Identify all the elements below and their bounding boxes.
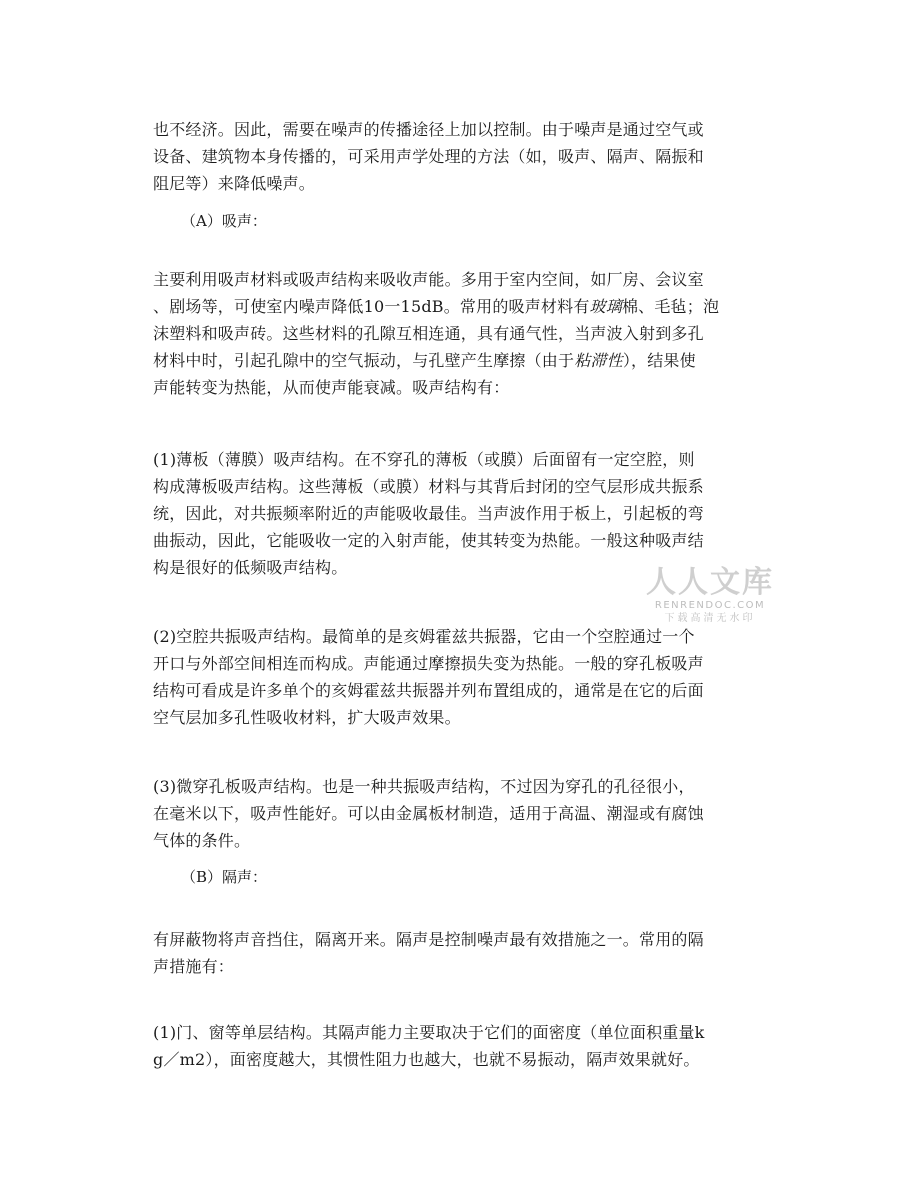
watermark-title: 人人文库: [646, 565, 774, 600]
absorption-line-2-text: 、剧场等，可使室内噪声降低10一15dB。常用的吸声材料有: [153, 297, 590, 316]
intro-line-3: 阻尼等）来降低噪声。: [153, 174, 316, 193]
thin-plate-line-1: (1)薄板（薄膜）吸声结构。在不穿孔的薄板（或膜）后面留有一定空腔，则: [153, 450, 695, 469]
absorption-line-1: 主要利用吸声材料或吸声结构来吸收声能。多用于室内空间，如厂房、会议室: [153, 270, 704, 289]
watermark-site: RENRENDOC.COM: [654, 600, 766, 611]
intro-line-2: 设备、建筑物本身传播的，可采用声学处理的方法（如，吸声、隔声、隔振和: [153, 147, 704, 166]
thin-plate-paragraph: [153, 446, 773, 581]
single-layer-line-1: (1)门、窗等单层结构。其隔声能力主要取决于它们的面密度（单位面积重量k: [153, 1023, 705, 1042]
intro-line-1: 也不经济。因此，需要在噪声的传播途径上加以控制。由于噪声是通过空气或: [153, 120, 704, 139]
absorption-line-3: 沫塑料和吸声砖。这些材料的孔隙互相连通，具有通气性，当声波入射到多孔: [153, 324, 704, 343]
thin-plate-line-2: 构成薄板吸声结构。这些薄板（或膜）材料与其背后封闭的空气层形成共振系: [153, 477, 704, 496]
cavity-line-2: 开口与外部空间相连而构成。声能通过摩擦损失变为热能。一般的穿孔板吸声: [153, 654, 704, 673]
watermark: [645, 566, 775, 625]
absorption-line-4-emphasis: 粘滞性: [574, 351, 623, 370]
heading-insulation: （B）隔声：: [181, 868, 268, 886]
single-layer-line-2: g／m2），面密度越大，其惯性阻力也越大，也就不易振动，隔声效果就好。: [153, 1050, 700, 1069]
absorption-line-2: [153, 293, 773, 320]
micro-perforated-line-2: 在毫米以下，吸声性能好。可以由金属板材制造，适用于高温、潮湿或有腐蚀: [153, 804, 704, 823]
insulation-paragraph: [153, 926, 773, 980]
watermark-tagline: 下载高清无水印: [664, 613, 756, 624]
absorption-line-4: [153, 347, 773, 374]
heading-absorption: （A）吸声：: [181, 212, 267, 230]
micro-perforated-line-3: 气体的条件。: [153, 831, 251, 850]
thin-plate-line-4: 曲振动，因此，它能吸收一定的入射声能，使其转变为热能。一般这种吸声结: [153, 531, 704, 550]
absorption-line-2-emphasis: 玻璃: [589, 297, 622, 316]
cavity-line-4: 空气层加多孔性吸收材料，扩大吸声效果。: [153, 708, 461, 727]
micro-perforated-paragraph: [153, 773, 773, 854]
cavity-paragraph: [153, 623, 773, 731]
absorption-line-4-rest: ），结果使: [622, 351, 696, 370]
intro-paragraph: [153, 116, 773, 197]
absorption-line-4-text: 材料中时，引起孔隙中的空气振动，与孔壁产生摩擦（由于: [153, 351, 575, 370]
cavity-line-1: (2)空腔共振吸声结构。最简单的是亥姆霍兹共振器，它由一个空腔通过一个: [153, 627, 695, 646]
thin-plate-line-3: 统，因此，对共振频率附近的声能吸收最佳。当声波作用于板上，引起板的弯: [153, 504, 704, 523]
micro-perforated-line-1: (3)微穿孔板吸声结构。也是一种共振吸声结构，不过因为穿孔的孔径很小，: [153, 777, 695, 796]
absorption-line-2-rest: 棉、毛毡；泡: [621, 297, 720, 316]
absorption-line-5: 声能转变为热能，从而使声能衰减。吸声结构有：: [153, 378, 510, 397]
cavity-line-3: 结构可看成是许多单个的亥姆霍兹共振器并列布置组成的，通常是在它的后面: [153, 681, 704, 700]
insulation-line-1: 有屏蔽物将声音挡住，隔离开来。隔声是控制噪声最有效措施之一。常用的隔: [153, 930, 704, 949]
absorption-paragraph: [153, 266, 773, 401]
single-layer-paragraph: [153, 1019, 773, 1073]
thin-plate-line-5: 构是很好的低频吸声结构。: [153, 558, 348, 577]
insulation-line-2: 声措施有：: [153, 957, 235, 976]
